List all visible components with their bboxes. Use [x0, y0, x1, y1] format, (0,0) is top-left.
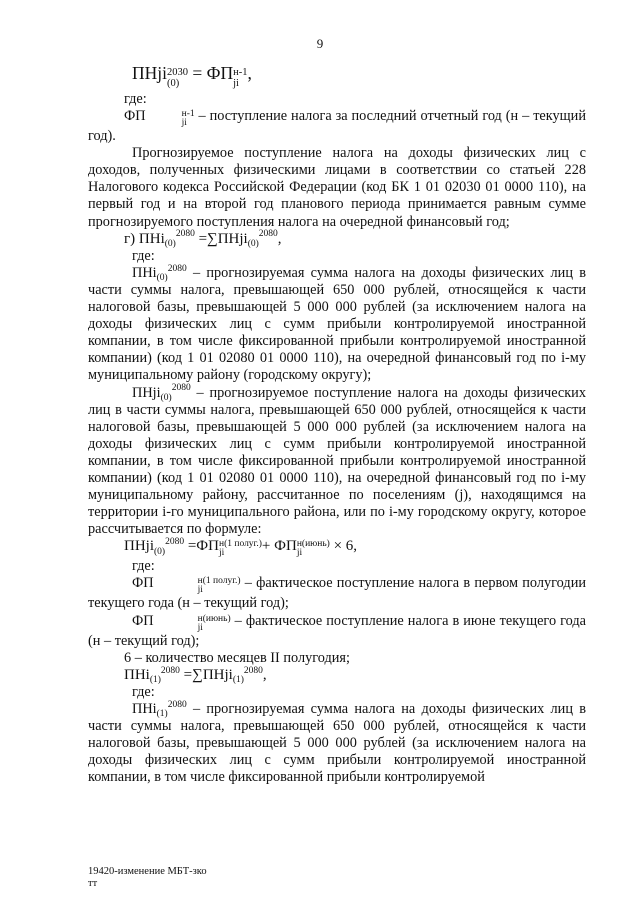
formula-pnji-calc: [88, 538, 586, 558]
definition-pni-1-2080: [88, 701, 586, 786]
footer-doc-id: 19420-изменение МБТ-зко: [88, 866, 207, 877]
definition-fp-june: [88, 613, 586, 650]
def-text: – фактическое поступление налога в первом полугодии текущего года (н – текущий год);: [88, 575, 586, 612]
def-text: – прогнозируемое поступление налога на доходы физических лиц в части суммы налога, превышающей 650 000 рублей, относящейся к части налоговой базы, превышающей 5 000 000 рублей (за исключением налога на доходы физических лиц с сумм прибыли контролируемой иностранной компании, в том числе фиксированной прибыли контролируемой иностранной компании) (код 1 01 02080 01 0000 110), на очередной финансовый год по i-му муниципальному району, рассчитанное по поселениям (j), находящимся на территории i-го муниципального района, или по i-му городскому округу, которое рассчитывается по формуле:: [88, 384, 586, 538]
formula-lhs: г) ПНi: [124, 230, 165, 247]
formula-lhs: ПНji: [132, 63, 167, 83]
def-sup: 2080: [171, 383, 191, 394]
formula-sum: =∑ПНji: [194, 230, 248, 247]
formula-sum: =∑ПНji: [179, 666, 233, 683]
formula-pni-1-2080: [88, 667, 586, 684]
formula-sub: (0): [247, 238, 259, 249]
formula-eq: =ФП: [184, 538, 219, 555]
formula-sup: 2080: [160, 665, 180, 676]
document-footer: [88, 866, 207, 890]
def-text: – прогнозируемая сумма налога на доходы физических лиц в части суммы налога, превышающей 650 000 рублей, относящейся к части налоговой базы, превышающей 5 000 000 рублей (за исключением налога на доходы физических лиц с сумм прибыли контролируемой иностранной компании, в том числе фиксированной прибыли контролируемой иностранной компании) (код 1 01 02080 01 0000 110), на очередной финансовый год по i-му муниципальному району (городскому округу);: [88, 264, 586, 384]
formula-tail: ,: [247, 63, 252, 83]
def-text: – поступление налога за последний отчетный год (н – текущий год).: [88, 108, 586, 145]
formula-tail: ,: [262, 666, 267, 683]
def-symbol: ПНi: [132, 264, 157, 281]
formula-sup: н-1: [233, 67, 248, 78]
definition-pnji-0-2080: [88, 385, 586, 539]
def-text: – прогнозируемая сумма налога на доходы физических лиц в части суммы налога, превышающей 650 000 рублей, относящейся к части налоговой базы, превышающей 5 000 000 рублей (за исключением налога на доходы физических лиц с сумм прибыли контролируемой иностранной компании, в том числе фиксированной прибыли контролируемой: [88, 700, 586, 786]
formula-plus: + ФП: [261, 538, 297, 555]
formula-sub: (0): [164, 238, 176, 249]
formula-lhs: ПНi: [124, 666, 150, 683]
formula-g-pni-2080: [88, 231, 586, 248]
def-symbol: ПНji: [132, 384, 161, 401]
formula-sub: ji: [218, 548, 225, 559]
gde-label: где:: [132, 558, 155, 575]
def-text: – фактическое поступление налога в июне текущего года (н – текущий год);: [88, 612, 586, 649]
def-symbol: ПНi: [132, 700, 157, 717]
gde-label: где:: [132, 247, 155, 264]
formula-tail: ,: [277, 230, 282, 247]
def-sup: н(июнь): [197, 613, 231, 624]
def-sub: ji: [197, 585, 203, 596]
formula-sub: ji: [233, 78, 239, 89]
formula-sup: н(июнь): [296, 539, 330, 550]
formula-sup: 2030: [167, 67, 188, 78]
def-symbol: ФП: [132, 575, 154, 592]
definition-months: 6 – количество месяцев II полугодия;: [124, 649, 350, 666]
formula-pnji-2030: [88, 60, 586, 89]
def-sub: ji: [197, 622, 203, 633]
formula-tail: × 6,: [329, 538, 358, 555]
definition-pni-0-2080: [88, 265, 586, 385]
def-sub: ji: [181, 118, 187, 129]
def-sup: 2080: [167, 263, 187, 274]
formula-lhs: ПНji: [124, 538, 154, 555]
formula-sub: (1): [149, 675, 161, 686]
formula-sup: 2080: [243, 665, 263, 676]
document-body: [88, 52, 586, 786]
gde-label: где:: [132, 683, 155, 700]
page-number: 9: [316, 36, 324, 51]
formula-sup: н(1 полуг.): [218, 539, 262, 550]
definition-fp: [88, 108, 586, 145]
def-sub: (0): [160, 392, 172, 403]
formula-sub: ji: [296, 548, 303, 559]
definition-fp-half-year: [88, 575, 586, 612]
formula-sup: 2080: [165, 537, 185, 548]
footer-initials: тт: [88, 878, 98, 889]
def-symbol: ФП: [132, 612, 154, 629]
formula-sup: 2080: [258, 229, 278, 240]
formula-sup: 2080: [175, 229, 195, 240]
formula-sub: (0): [154, 546, 166, 557]
def-symbol: ФП: [124, 108, 146, 125]
paragraph-2030-forecast: Прогнозируемое поступление налога на доходы физических лиц с доходов, полученных физическими лицами в соответствии со статьей 228 Налогового кодекса Российской Федерации (код БК 1 01 02030 01 0000 110), на первый год и на второй год планового периода принимается равным сумме прогнозируемого поступления налога на очередной финансовый год;: [88, 145, 586, 230]
formula-sub: (1): [232, 675, 244, 686]
def-sup: н(1 полуг.): [197, 576, 241, 587]
def-sup: 2080: [167, 699, 187, 710]
gde-label: где:: [124, 91, 147, 107]
formula-sub: (0): [167, 78, 180, 89]
formula-eq: = ФП: [188, 63, 234, 83]
def-sub: (0): [156, 273, 168, 284]
def-sup: н-1: [181, 109, 195, 120]
def-sub: (1): [156, 709, 168, 720]
